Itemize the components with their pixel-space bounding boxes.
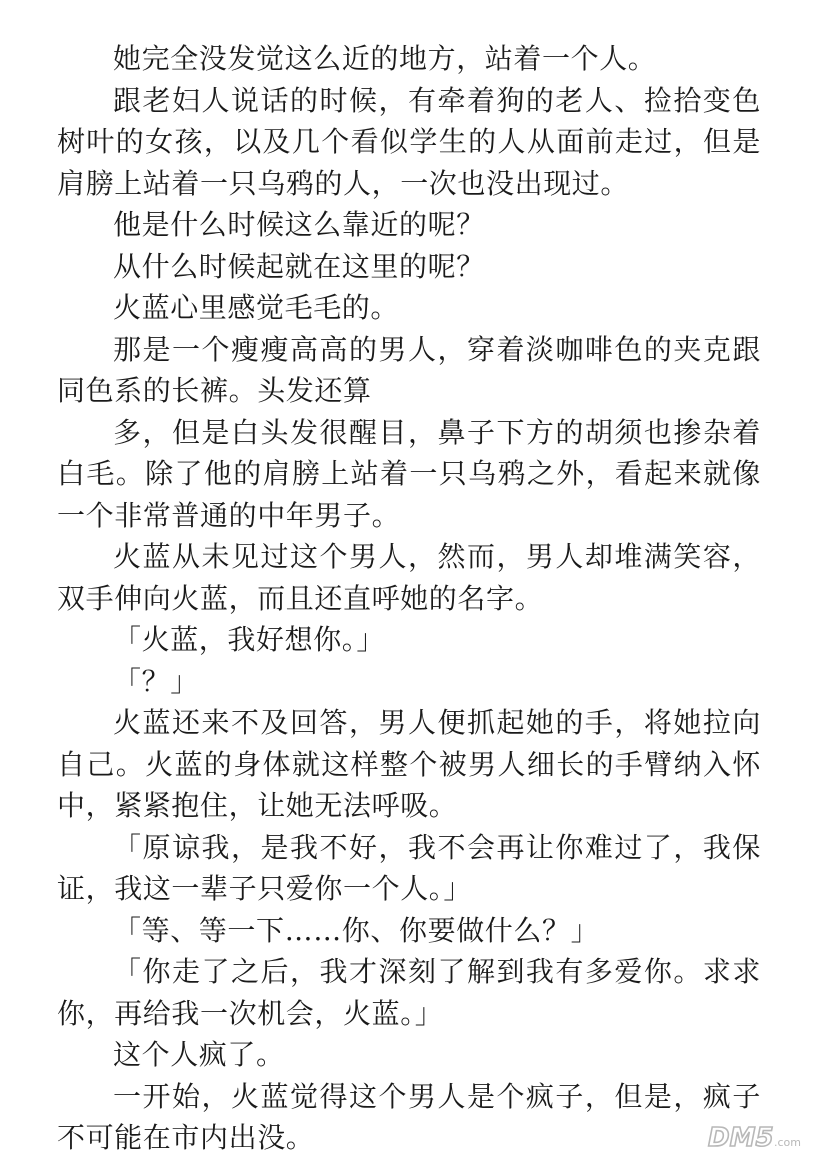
paragraph-15: 这个人疯了。 [113,1038,285,1071]
text-body [57,38,761,1159]
paragraph-3: 他是什么时候这么靠近的呢？ [113,208,485,241]
dm5-watermark-logo [704,1119,812,1155]
watermark-logo-text: DM5 [708,1123,774,1153]
paragraph-7: 多，但是白头发很醒目，鼻子下方的胡须也掺杂着白毛。除了他的肩膀上站着一只乌鸦之外，看起来就像一个非常普通的中年男子。 [57,415,761,532]
paragraph-11: 火蓝还来不及回答，男人便抓起她的手，将她拉向自己。火蓝的身体就这样整个被男人细长的手臂纳入怀中，紧紧抱住，让她无法呼吸。 [57,706,761,822]
paragraph-8: 火蓝从未见过这个男人，然而，男人却堆满笑容，双手伸向火蓝，而且还直呼她的名字。 [57,540,761,615]
paragraph-9: 「火蓝，我好想你。」 [113,623,386,656]
paragraph-2: 跟老妇人说话的时候，有牵着狗的老人、捡拾变色树叶的女孩，以及几个看似学生的人从面前走过，但是肩膀上站着一只乌鸦的人，一次也没出现过。 [57,83,761,200]
paragraph-10: 「？」 [113,664,199,698]
paragraph-16: 一开始，火蓝觉得这个男人是个疯子，但是，疯子不可能在市内出没。 [57,1079,761,1154]
paragraph-5: 火蓝心里感觉毛毛的。 [113,291,400,324]
watermark-logo-suffix: .com [774,1136,801,1149]
paragraph-4: 从什么时候起就在这里的呢？ [113,249,485,283]
paragraph-14: 「你走了之后，我才深刻了解到我有多爱你。求求你，再给我一次机会，火蓝。」 [57,955,761,1030]
paragraph-12: 「原谅我，是我不好，我不会再让你难过了，我保证，我这一辈子只爱你一个人。」 [57,830,761,905]
paragraph-13: 「等、等一下……你、你要做什么？」 [113,913,600,947]
paragraph-6: 那是一个瘦瘦高高的男人，穿着淡咖啡色的夹克跟同色系的长裤。头发还算 [57,332,761,407]
paragraph-1: 她完全没发觉这么近的地方，站着一个人。 [113,42,657,75]
